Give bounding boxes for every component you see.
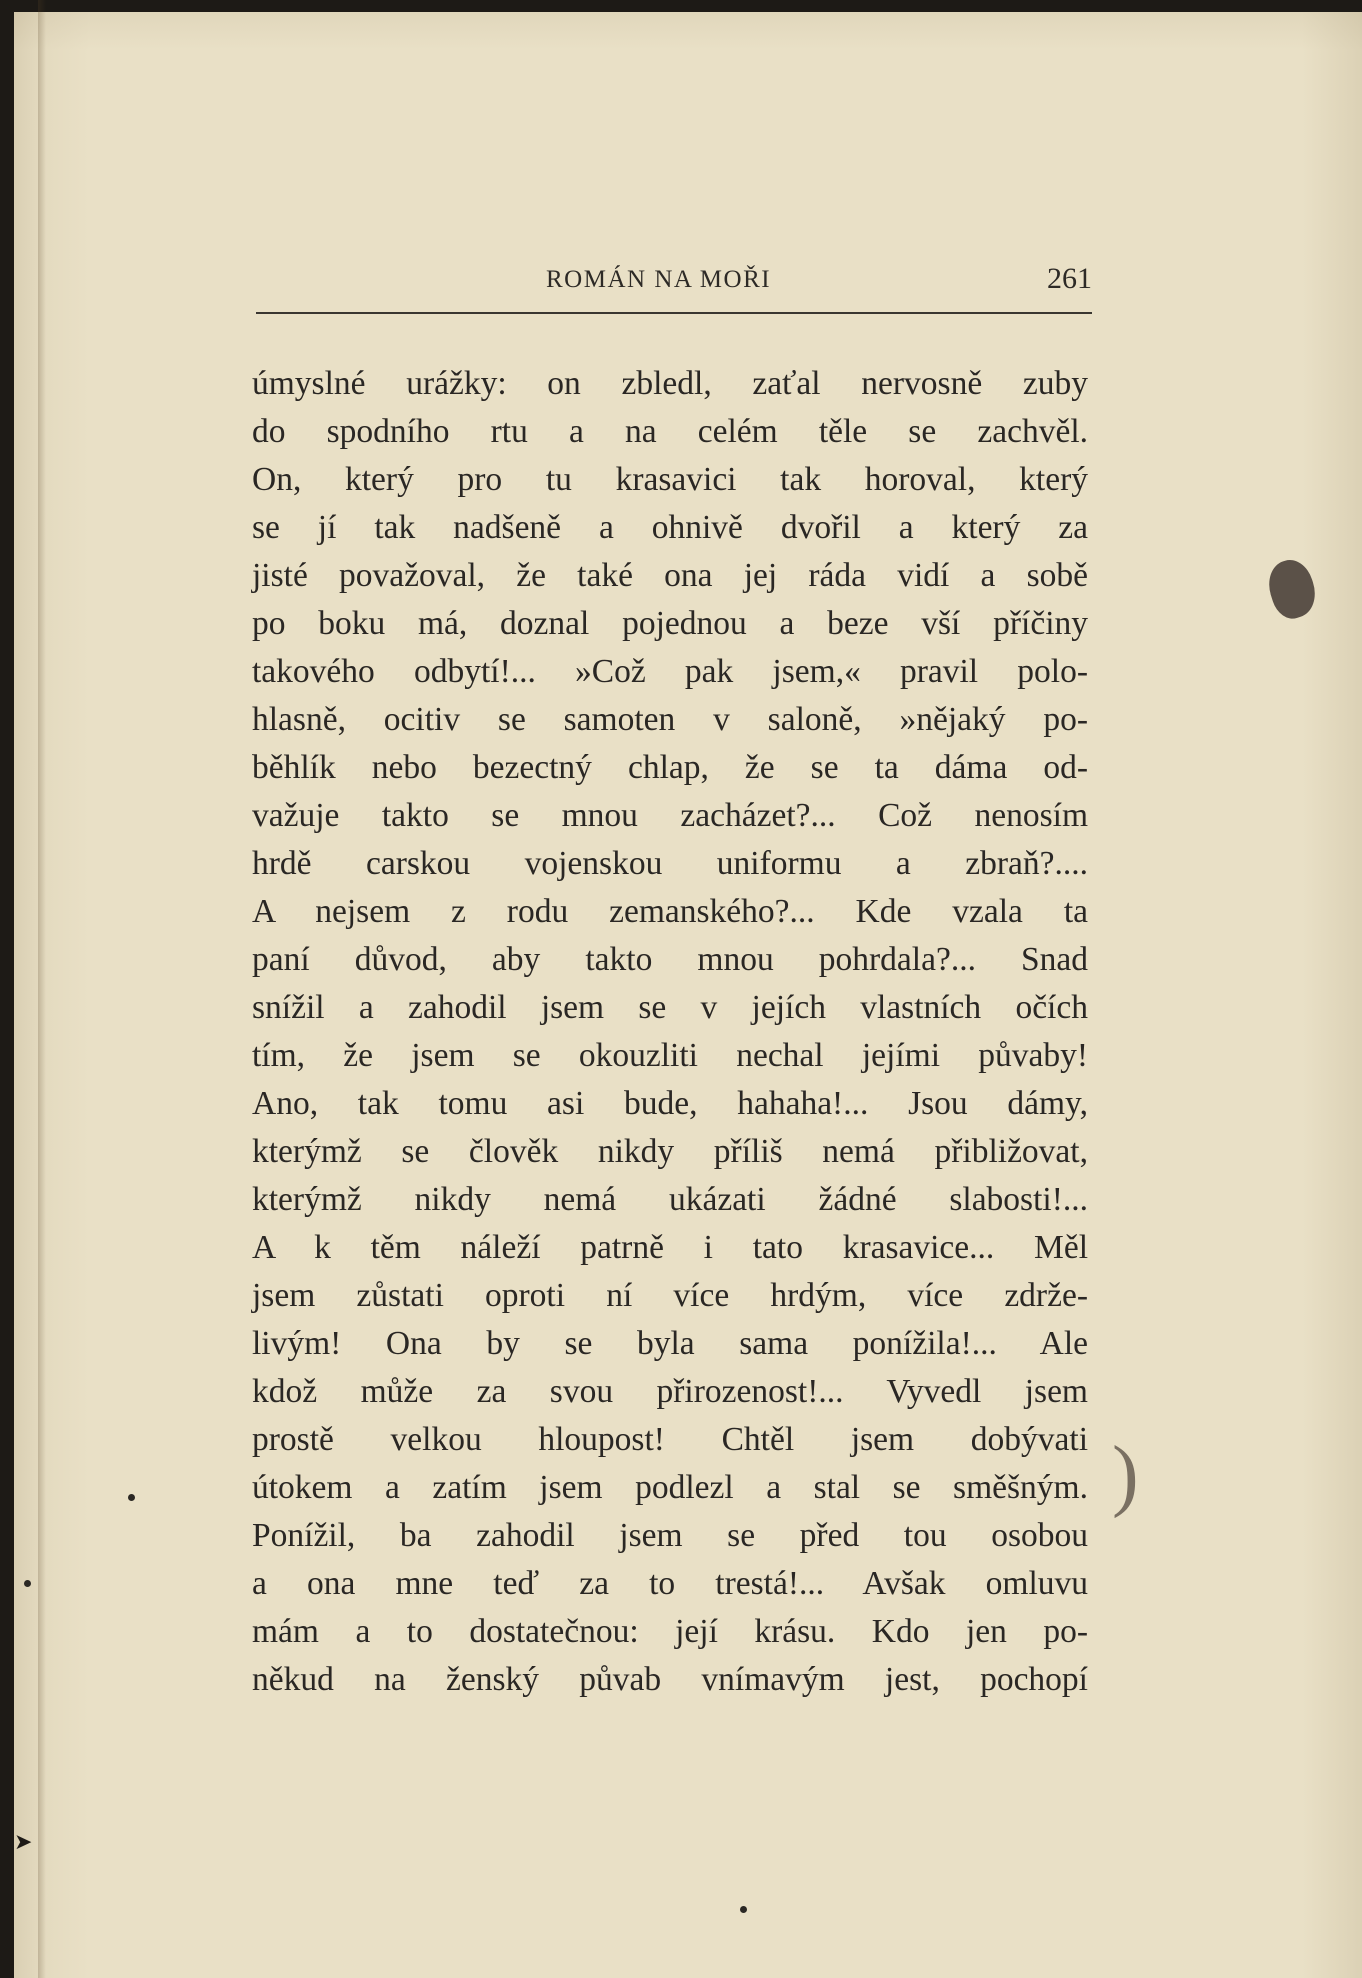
text-line: běhlík nebo bezectný chlap, že se ta dáma od- bbox=[252, 749, 1088, 786]
text-line: takového odbytí!... »Což pak jsem,« pravil polo- bbox=[252, 653, 1088, 690]
page-number: 261 bbox=[1047, 262, 1092, 295]
page-fold-shadow bbox=[38, 0, 46, 1978]
text-line: útokem a zatím jsem podlezl a stal se směšným. bbox=[252, 1469, 1088, 1506]
text-line: hlasně, ocitiv se samoten v saloně, »nějaký po- bbox=[252, 701, 1088, 738]
scan-top-edge bbox=[0, 0, 1362, 12]
text-line: paní důvod, aby takto mnou pohrdala?... Snad bbox=[252, 941, 1088, 978]
text-line: někud na ženský půvab vnímavým jest, pochopí bbox=[252, 1661, 1088, 1698]
text-line: hrdě carskou vojenskou uniformu a zbraň?.... bbox=[252, 845, 1088, 882]
text-line: a ona mne teď za to trestá!... Avšak omluvu bbox=[252, 1565, 1088, 1602]
body-text bbox=[252, 360, 1088, 1704]
text-line: mám a to dostatečnou: její krásu. Kdo jen po- bbox=[252, 1613, 1088, 1650]
running-title: ROMÁN NA MOŘI bbox=[546, 266, 772, 293]
text-line: do spodního rtu a na celém těle se zachvěl. bbox=[252, 413, 1088, 450]
speck bbox=[24, 1580, 31, 1587]
header-rule bbox=[256, 312, 1092, 314]
text-line: On, který pro tu krasavici tak horoval, který bbox=[252, 461, 1088, 498]
text-line: Ponížil, ba zahodil jsem se před tou osobou bbox=[252, 1517, 1088, 1554]
page-header bbox=[256, 262, 1092, 312]
text-line: jisté považoval, že také ona jej ráda vidí a sobě bbox=[252, 557, 1088, 594]
scan-left-edge bbox=[0, 0, 14, 1978]
margin-arrow-mark: ➤ bbox=[14, 1830, 33, 1855]
text-line: A nejsem z rodu zemanského?... Kde vzala ta bbox=[252, 893, 1088, 930]
text-line: kterýmž nikdy nemá ukázati žádné slabosti!... bbox=[252, 1181, 1088, 1218]
text-line: se jí tak nadšeně a ohnivě dvořil a který za bbox=[252, 509, 1088, 546]
speck bbox=[740, 1906, 747, 1913]
text-line: úmyslné urážky: on zbledl, zaťal nervosně zuby bbox=[252, 365, 1088, 402]
speck bbox=[128, 1494, 135, 1501]
ink-stain bbox=[1262, 555, 1322, 624]
text-line: jsem zůstati oproti ní více hrdým, více zdrže- bbox=[252, 1277, 1088, 1314]
text-line: važuje takto se mnou zacházet?... Což nenosím bbox=[252, 797, 1088, 834]
text-line: A k těm náleží patrně i tato krasavice... Měl bbox=[252, 1229, 1088, 1266]
margin-bracket-mark: ) bbox=[1112, 1431, 1139, 1519]
text-line: tím, že jsem se okouzliti nechal jejími půvaby! bbox=[252, 1037, 1088, 1074]
text-line: prostě velkou hloupost! Chtěl jsem dobývati bbox=[252, 1421, 1088, 1458]
text-line: Ano, tak tomu asi bude, hahaha!... Jsou dámy, bbox=[252, 1085, 1088, 1122]
text-line: snížil a zahodil jsem se v jejích vlastních očích bbox=[252, 989, 1088, 1026]
text-line: kdož může za svou přirozenost!... Vyvedl jsem bbox=[252, 1373, 1088, 1410]
text-line: po boku má, doznal pojednou a beze vší příčiny bbox=[252, 605, 1088, 642]
text-line: livým! Ona by se byla sama ponížila!... Ale bbox=[252, 1325, 1088, 1362]
text-line: kterýmž se člověk nikdy příliš nemá přibližovat, bbox=[252, 1133, 1088, 1170]
